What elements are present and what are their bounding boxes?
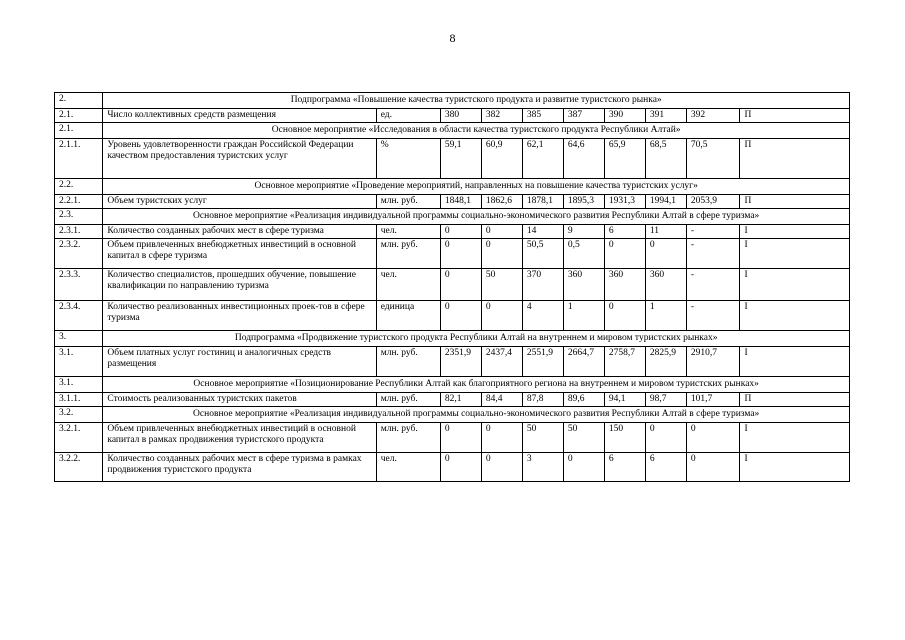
value-cell: 0 — [481, 423, 522, 453]
unit-cell: % — [376, 139, 440, 179]
value-cell: 370 — [522, 269, 563, 301]
row-code: 3.1. — [55, 347, 103, 377]
value-cell: 98,7 — [645, 393, 686, 407]
section-title: Основное мероприятие «Реализация индивидуальной программы социально-экономического развития Республики Алтай в сфере туризма» — [103, 209, 850, 225]
row-code: 3.2.1. — [55, 423, 103, 453]
value-cell: 64,6 — [563, 139, 604, 179]
value-cell: - — [686, 269, 740, 301]
indicator-name: Количество реализованных инвестиционных проек-тов в сфере туризма — [103, 301, 376, 331]
value-cell: 360 — [604, 269, 645, 301]
value-cell: 360 — [645, 269, 686, 301]
section-title: Подпрограмма «Продвижение туристского продукта Республики Алтай на внутреннем и мировом туристских рынках» — [103, 331, 850, 347]
row-code: 2.2.1. — [55, 195, 103, 209]
value-cell: 60,9 — [481, 139, 522, 179]
value-cell: 0,5 — [563, 239, 604, 269]
indicator-name: Объем привлеченных внебюджетных инвестиций в основной капитал в сфере туризма — [103, 239, 376, 269]
source-cell: I — [740, 347, 850, 377]
unit-cell: млн. руб. — [376, 423, 440, 453]
table-row — [55, 301, 850, 331]
value-cell: 1848,1 — [440, 195, 481, 209]
section-row — [55, 179, 850, 195]
value-cell: 50 — [563, 423, 604, 453]
page-number: 8 — [449, 31, 456, 45]
table-row — [55, 239, 850, 269]
value-cell: 360 — [563, 269, 604, 301]
section-title: Основное мероприятие «Проведение мероприятий, направленных на повышение качества туристских услуг» — [103, 179, 850, 195]
value-cell: 2758,7 — [604, 347, 645, 377]
row-code: 2.3. — [55, 209, 103, 225]
table-row — [55, 393, 850, 407]
value-cell: 11 — [645, 225, 686, 239]
value-cell: 0 — [440, 423, 481, 453]
value-cell: 150 — [604, 423, 645, 453]
indicator-name: Стоимость реализованных туристских пакетов — [103, 393, 376, 407]
value-cell: 1994,1 — [645, 195, 686, 209]
value-cell: 50,5 — [522, 239, 563, 269]
value-cell: - — [686, 239, 740, 269]
value-cell: 0 — [481, 225, 522, 239]
row-code: 2.2. — [55, 179, 103, 195]
indicator-name: Объем туристских услуг — [103, 195, 376, 209]
indicator-name: Количество созданных рабочих мест в сфере туризма в рамках продвижения туристского продукта — [103, 453, 376, 482]
table-row — [55, 225, 850, 239]
value-cell: 0 — [645, 239, 686, 269]
value-cell: 390 — [604, 109, 645, 123]
value-cell: 2437,4 — [481, 347, 522, 377]
value-cell: 0 — [440, 225, 481, 239]
unit-cell: чел. — [376, 269, 440, 301]
value-cell: 87,8 — [522, 393, 563, 407]
unit-cell: млн. руб. — [376, 393, 440, 407]
section-row — [55, 407, 850, 423]
indicator-name: Объем привлеченных внебюджетных инвестиций в основной капитал в рамках продвижения туристского продукта — [103, 423, 376, 453]
value-cell: 9 — [563, 225, 604, 239]
value-cell: 2551,9 — [522, 347, 563, 377]
source-cell: I — [740, 453, 850, 482]
row-code: 2.1.1. — [55, 139, 103, 179]
value-cell: 1931,3 — [604, 195, 645, 209]
value-cell: 94,1 — [604, 393, 645, 407]
section-title: Основное мероприятие «Реализация индивидуальной программы социально-экономического развития Республики Алтай в сфере туризма» — [103, 407, 850, 423]
value-cell: 62,1 — [522, 139, 563, 179]
table-row — [55, 423, 850, 453]
value-cell: 385 — [522, 109, 563, 123]
unit-cell: млн. руб. — [376, 195, 440, 209]
source-cell: П — [740, 109, 850, 123]
value-cell: 0 — [440, 269, 481, 301]
value-cell: 0 — [481, 453, 522, 482]
value-cell: 0 — [481, 301, 522, 331]
value-cell: 1895,3 — [563, 195, 604, 209]
indicator-name: Число коллективных средств размещения — [103, 109, 376, 123]
value-cell: 14 — [522, 225, 563, 239]
table-row — [55, 139, 850, 179]
row-code: 3. — [55, 331, 103, 347]
value-cell: 6 — [604, 225, 645, 239]
table-row — [55, 453, 850, 482]
value-cell: 50 — [522, 423, 563, 453]
row-code: 2. — [55, 93, 103, 109]
value-cell: 50 — [481, 269, 522, 301]
value-cell: 4 — [522, 301, 563, 331]
value-cell: 59,1 — [440, 139, 481, 179]
section-row — [55, 377, 850, 393]
row-code: 3.1.1. — [55, 393, 103, 407]
value-cell: 0 — [440, 301, 481, 331]
value-cell: 1 — [563, 301, 604, 331]
table-row — [55, 109, 850, 123]
value-cell: 6 — [604, 453, 645, 482]
unit-cell: млн. руб. — [376, 239, 440, 269]
value-cell: 0 — [604, 239, 645, 269]
unit-cell: чел. — [376, 453, 440, 482]
value-cell: 0 — [645, 423, 686, 453]
section-title: Основное мероприятие «Исследования в области качества туристского продукта Республики Алтай» — [103, 123, 850, 139]
value-cell: - — [686, 225, 740, 239]
section-row — [55, 209, 850, 225]
source-cell: I — [740, 239, 850, 269]
row-code: 2.1. — [55, 109, 103, 123]
value-cell: 387 — [563, 109, 604, 123]
value-cell: 0 — [604, 301, 645, 331]
indicators-table — [54, 92, 850, 482]
table-row — [55, 347, 850, 377]
source-cell: I — [740, 225, 850, 239]
value-cell: 0 — [440, 239, 481, 269]
value-cell: 0 — [440, 453, 481, 482]
value-cell: 2351,9 — [440, 347, 481, 377]
indicator-name: Уровень удовлетворенности граждан Российской Федерации качеством предоставления туристских услуг — [103, 139, 376, 179]
indicator-name: Объем платных услуг гостиниц и аналогичных средств размещения — [103, 347, 376, 377]
value-cell: 2825,9 — [645, 347, 686, 377]
source-cell: I — [740, 269, 850, 301]
value-cell: 0 — [563, 453, 604, 482]
table-body — [55, 93, 850, 482]
value-cell: 70,5 — [686, 139, 740, 179]
value-cell: - — [686, 301, 740, 331]
table-row — [55, 195, 850, 209]
source-cell: П — [740, 139, 850, 179]
value-cell: 2910,7 — [686, 347, 740, 377]
indicator-name: Количество созданных рабочих мест в сфере туризма — [103, 225, 376, 239]
value-cell: 382 — [481, 109, 522, 123]
value-cell: 391 — [645, 109, 686, 123]
row-code: 2.3.4. — [55, 301, 103, 331]
value-cell: 380 — [440, 109, 481, 123]
value-cell: 82,1 — [440, 393, 481, 407]
row-code: 2.3.3. — [55, 269, 103, 301]
unit-cell: единица — [376, 301, 440, 331]
unit-cell: млн. руб. — [376, 347, 440, 377]
source-cell: П — [740, 195, 850, 209]
unit-cell: ед. — [376, 109, 440, 123]
value-cell: 65,9 — [604, 139, 645, 179]
value-cell: 68,5 — [645, 139, 686, 179]
section-title: Основное мероприятие «Позиционирование Республики Алтай как благоприятного региона на внутреннем и мировом туристских рынках» — [103, 377, 850, 393]
value-cell: 89,6 — [563, 393, 604, 407]
source-cell: I — [740, 423, 850, 453]
row-code: 2.3.1. — [55, 225, 103, 239]
value-cell: 1 — [645, 301, 686, 331]
row-code: 2.3.2. — [55, 239, 103, 269]
indicator-name: Количество специалистов, прошедших обучение, повышение квалификации по направлению туризма — [103, 269, 376, 301]
value-cell: 84,4 — [481, 393, 522, 407]
table-row — [55, 269, 850, 301]
unit-cell: чел. — [376, 225, 440, 239]
section-title: Подпрограмма «Повышение качества туристского продукта и развитие туристского рынка» — [103, 93, 850, 109]
value-cell: 2053,9 — [686, 195, 740, 209]
source-cell: П — [740, 393, 850, 407]
value-cell: 2664,7 — [563, 347, 604, 377]
value-cell: 101,7 — [686, 393, 740, 407]
row-code: 3.2. — [55, 407, 103, 423]
row-code: 3.1. — [55, 377, 103, 393]
value-cell: 6 — [645, 453, 686, 482]
row-code: 3.2.2. — [55, 453, 103, 482]
value-cell: 0 — [686, 423, 740, 453]
section-row — [55, 331, 850, 347]
value-cell: 1862,6 — [481, 195, 522, 209]
value-cell: 1878,1 — [522, 195, 563, 209]
section-row — [55, 123, 850, 139]
row-code: 2.1. — [55, 123, 103, 139]
value-cell: 0 — [686, 453, 740, 482]
source-cell: I — [740, 301, 850, 331]
section-row — [55, 93, 850, 109]
value-cell: 392 — [686, 109, 740, 123]
value-cell: 0 — [481, 239, 522, 269]
value-cell: 3 — [522, 453, 563, 482]
